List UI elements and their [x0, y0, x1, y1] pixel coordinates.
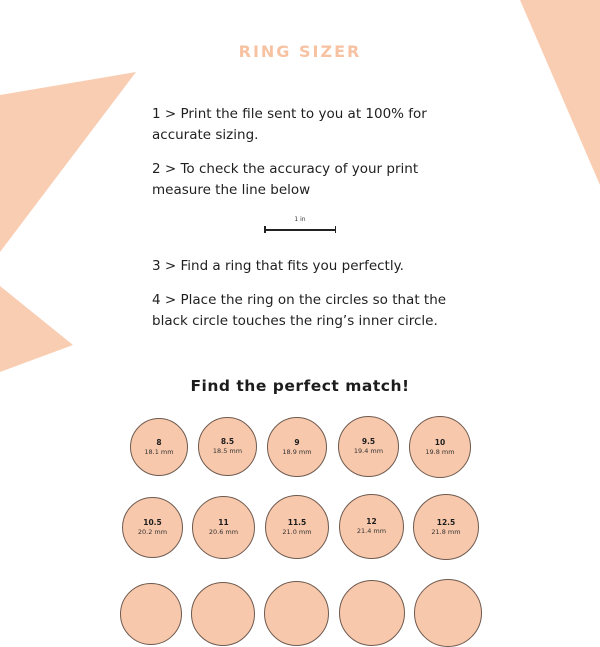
instruction-step-3: 3 > Find a ring that fits you perfectly. [152, 258, 404, 274]
ring-circle-size-11-5 [265, 495, 329, 559]
ring-size-label: 12.5 [436, 517, 456, 527]
ring-mm-label: 20.2 mm [137, 528, 168, 536]
ring-mm-label: 21.8 mm [431, 527, 461, 536]
calibration-tick-right [335, 226, 337, 233]
ring-size-label: 8.5 [220, 437, 235, 446]
ring-circle-size-12 [339, 494, 404, 559]
ring-mm-label: 19.4 mm [353, 447, 384, 455]
section-subtitle: Find the perfect match! [190, 377, 410, 395]
ring-size-label: 11.5 [287, 517, 307, 527]
ring-size-label: 12 [366, 517, 377, 526]
ring-circle-row3-5 [414, 579, 482, 647]
ring-circle-size-12-5 [413, 494, 479, 560]
ring-mm-label: 21.0 mm [282, 527, 312, 536]
ring-size-label: 11 [218, 518, 229, 527]
ring-circle-size-9 [267, 417, 327, 477]
ring-size-label: 9 [294, 437, 300, 447]
instruction-step-2: 2 > To check the accuracy of your print measure the line below [152, 161, 419, 198]
ring-circle-size-11 [192, 496, 255, 559]
ring-circle-row3-4 [339, 580, 405, 646]
ring-mm-label: 18.1 mm [144, 447, 174, 456]
ring-circle-row3-1 [120, 583, 182, 645]
ring-circle-row3-2 [191, 582, 255, 646]
ring-circle-row3-3 [264, 581, 329, 646]
ring-mm-label: 18.5 mm [212, 447, 243, 455]
calibration-line [264, 216, 336, 236]
instruction-step-1: 1 > Print the file sent to you at 100% for accurate sizing. [152, 106, 427, 143]
ring-size-label: 10.5 [143, 518, 162, 527]
ring-circle-size-9-5 [338, 416, 399, 477]
decor-triangle-left-lower [0, 286, 73, 372]
ring-mm-label: 21.4 mm [356, 527, 387, 535]
ring-mm-label: 18.9 mm [282, 447, 312, 456]
ring-mm-label: 20.6 mm [208, 528, 239, 536]
ring-circle-size-10 [409, 416, 471, 478]
ring-size-label: 9.5 [361, 437, 376, 446]
ring-size-label: 8 [156, 437, 162, 447]
calibration-tick-left [264, 226, 266, 233]
instruction-step-4: 4 > Place the ring on the circles so that the black circle touches the ring’s inner circle. [152, 292, 447, 329]
decor-triangle-top-right [520, 0, 600, 185]
ring-circle-size-8 [130, 418, 188, 476]
calibration-line-bar [264, 229, 336, 231]
ring-mm-label: 19.8 mm [425, 447, 455, 456]
ring-size-label: 10 [434, 437, 446, 447]
decor-triangle-left-upper [0, 72, 136, 252]
page-title: RING SIZER [238, 42, 362, 61]
ring-circle-size-8-5 [198, 417, 257, 476]
ring-circle-size-10-5 [122, 497, 183, 558]
calibration-line-label: 1 in [294, 216, 306, 223]
